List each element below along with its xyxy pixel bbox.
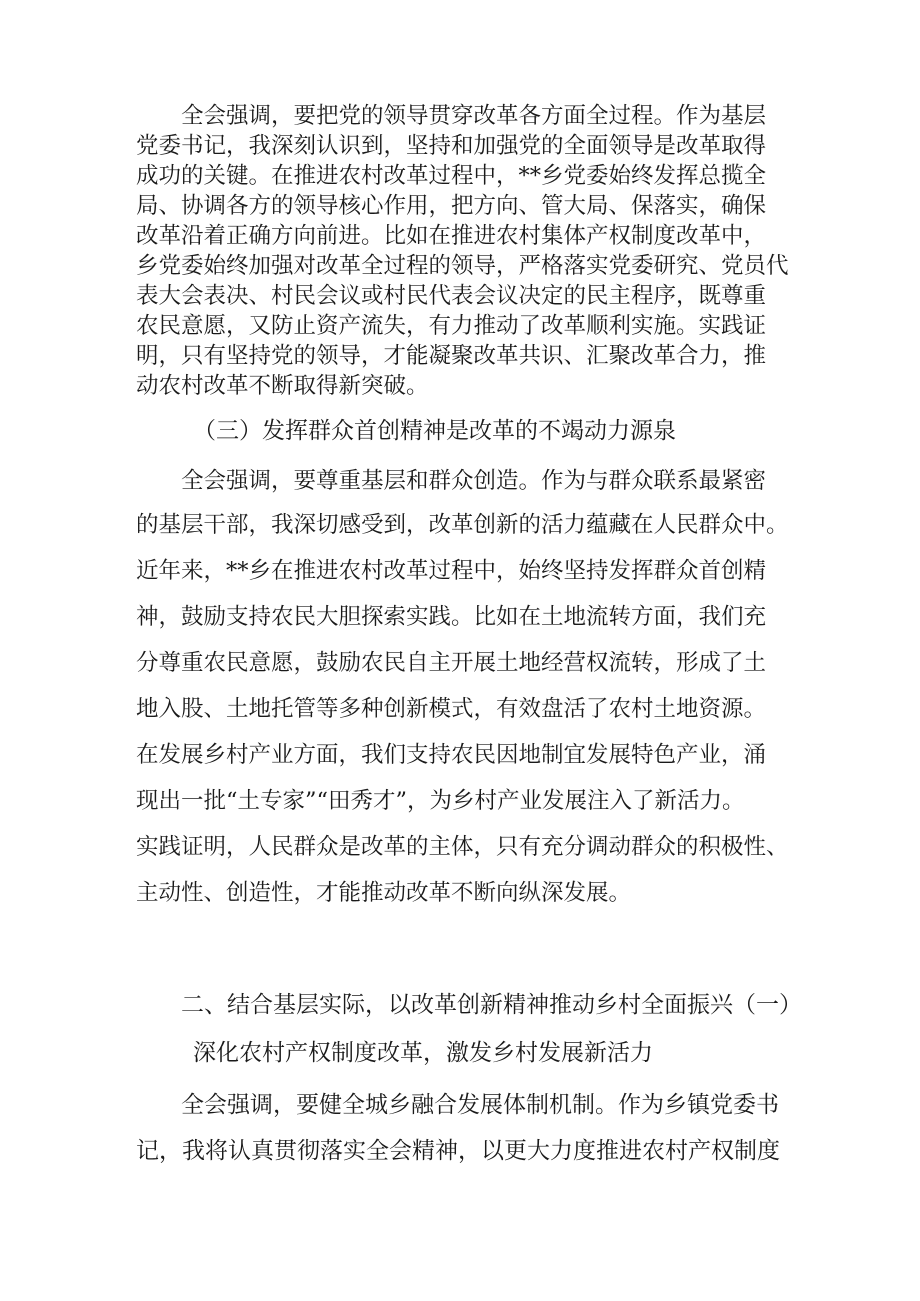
text-line: 成功的关键。在推进农村改革过程中，**乡党委始终发挥总揽全 — [136, 163, 767, 189]
text-line: 记，我将认真贯彻落实全会精神，以更大力度推进农村产权制度 — [136, 1138, 780, 1164]
text-line: 地入股、土地托管等多种创新模式，有效盘活了农村土地资源。 — [136, 696, 767, 722]
text-line: 神，鼓励支持农民大胆探索实践。比如在土地流转方面，我们充 — [136, 604, 767, 630]
text-line: 表大会表决、村民会议或村民代表会议决定的民主程序，既尊重 — [136, 283, 767, 309]
text-line: 主动性、创造性，才能推动改革不断向纵深发展。 — [136, 880, 632, 906]
text-line: 动农村改革不断取得新突破。 — [136, 373, 429, 399]
text-line: 的基层干部，我深切感受到，改革创新的活力蕴藏在人民群众中。 — [136, 512, 789, 538]
text-line: 实践证明，人民群众是改革的主体，只有充分调动群众的积极性、 — [136, 834, 789, 860]
text-line: 分尊重农民意愿，鼓励农民自主开展土地经营权流转，形成了土 — [136, 650, 767, 676]
text-line: 全会强调，要尊重基层和群众创造。作为与群众联系最紧密 — [181, 468, 767, 494]
text-line: 乡党委始终加强对改革全过程的领导，严格落实党委研究、党员代 — [136, 253, 789, 279]
text-line: 党委书记，我深刻认识到，坚持和加强党的全面领导是改革取得 — [136, 133, 767, 159]
section-heading: 二、结合基层实际，以改革创新精神推动乡村全面振兴（一） — [181, 992, 802, 1018]
text-line: 现出一批“土专家”“田秀才”，为乡村产业发展注入了新活力。 — [136, 788, 745, 814]
section-subheading: 深化农村产权制度改革，激发乡村发展新活力 — [193, 1040, 653, 1066]
text-line: 近年来，**乡在推进农村改革过程中，始终坚持发挥群众首创精 — [136, 558, 767, 584]
text-line: 明，只有坚持党的领导，才能凝聚改革共识、汇聚改革合力，推 — [136, 343, 767, 369]
text-line: 全会强调，要把党的领导贯穿改革各方面全过程。作为基层 — [181, 103, 767, 129]
text-line: 局、协调各方的领导核心作用，把方向、管大局、保落实，确保 — [136, 193, 767, 219]
text-line: 全会强调，要健全城乡融合发展体制机制。作为乡镇党委书 — [181, 1092, 779, 1118]
text-line: 改革沿着正确方向前进。比如在推进农村集体产权制度改革中， — [136, 223, 767, 249]
text-line: 农民意愿，又防止资产流失，有力推动了改革顺利实施。实践证 — [136, 313, 767, 339]
subsection-heading: （三）发挥群众首创精神是改革的不竭动力源泉 — [193, 418, 676, 444]
text-line: 在发展乡村产业方面，我们支持农民因地制宜发展特色产业，涌 — [136, 742, 767, 768]
